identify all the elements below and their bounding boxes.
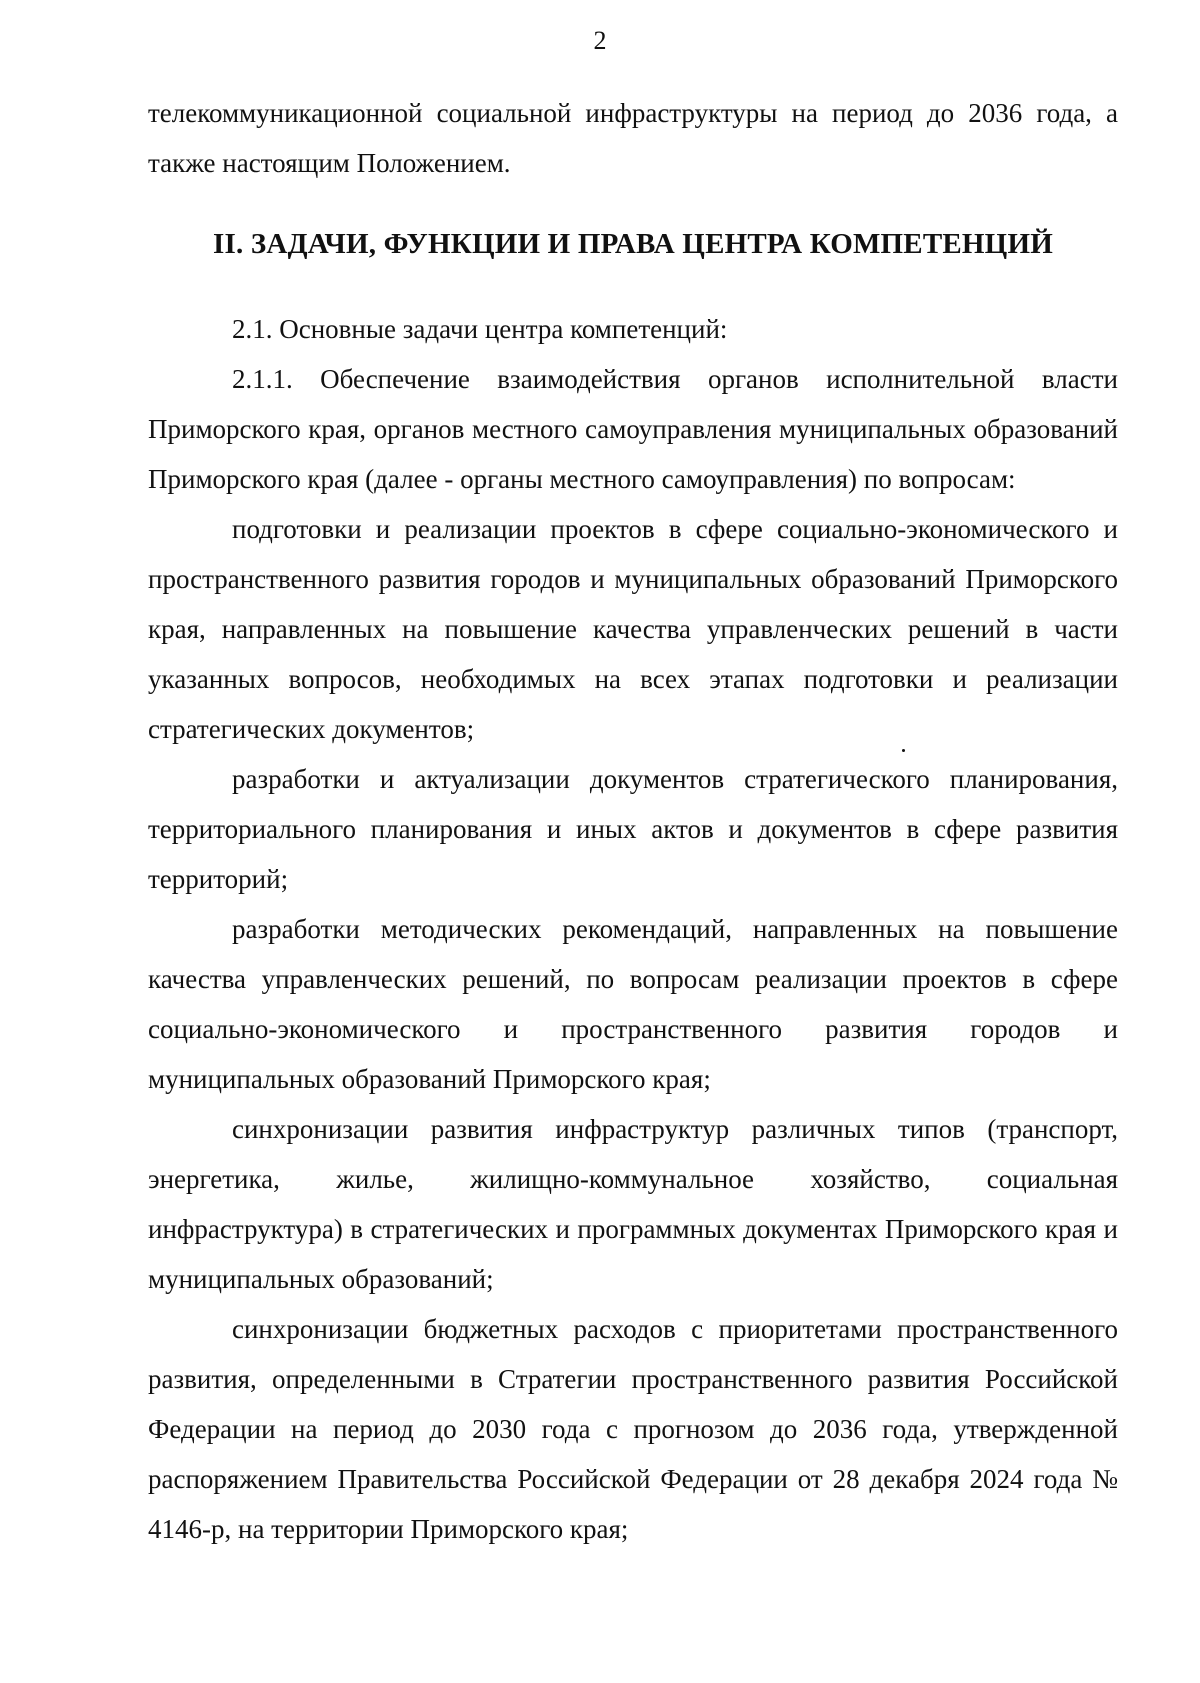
paragraph-budget: синхронизации бюджетных расходов с приоритетами пространственного развития, определенными в Стратегии пространственного развития Российской Федерации на период до 2030 года с прогнозом до 2036 года, утвержденной распоряжением Правительства Российской Федерации от 28 декабря 2024 года № 4146-р, на территории Приморского края; <box>148 1314 1118 1544</box>
scan-speck <box>902 749 905 752</box>
paragraph-strategic-docs: разработки и актуализации документов стратегического планирования, территориального планирования и иных актов и документов в сфере развития территорий; <box>148 764 1118 894</box>
paragraph-methodology: разработки методических рекомендаций, направленных на повышение качества управленческих решений, по вопросам реализации проектов в сфере социально-экономического и пространственного развития городов и муниципальных образований Приморского края; <box>148 914 1118 1094</box>
paragraph-2-1-1: 2.1.1. Обеспечение взаимодействия органов исполнительной власти Приморского края, органов местного самоуправления муниципальных образований Приморского края (далее - органы местного самоуправления) по вопросам: <box>148 364 1118 494</box>
paragraph-2-1: 2.1. Основные задачи центра компетенций: <box>232 314 728 344</box>
paragraph-infrastructure: синхронизации развития инфраструктур различных типов (транспорт, энергетика, жилье, жилищно-коммунальное хозяйство, социальная инфраструктура) в стратегических и программных документах Приморского края и муниципальных образований; <box>148 1114 1118 1294</box>
paragraph-projects: подготовки и реализации проектов в сфере социально-экономического и пространственного развития городов и муниципальных образований Приморского края, направленных на повышение качества управленческих решений в части указанных вопросов, необходимых на всех этапах подготовки и реализации стратегических документов; <box>148 514 1118 744</box>
page-number: 2 <box>593 26 607 55</box>
document-body <box>148 88 1118 1554</box>
section-heading: II. ЗАДАЧИ, ФУНКЦИИ И ПРАВА ЦЕНТРА КОМПЕТЕНЦИЙ <box>213 228 1053 260</box>
intro-paragraph: телекоммуникационной социальной инфраструктуры на период до 2036 года, а также настоящим Положением. <box>148 98 1118 178</box>
